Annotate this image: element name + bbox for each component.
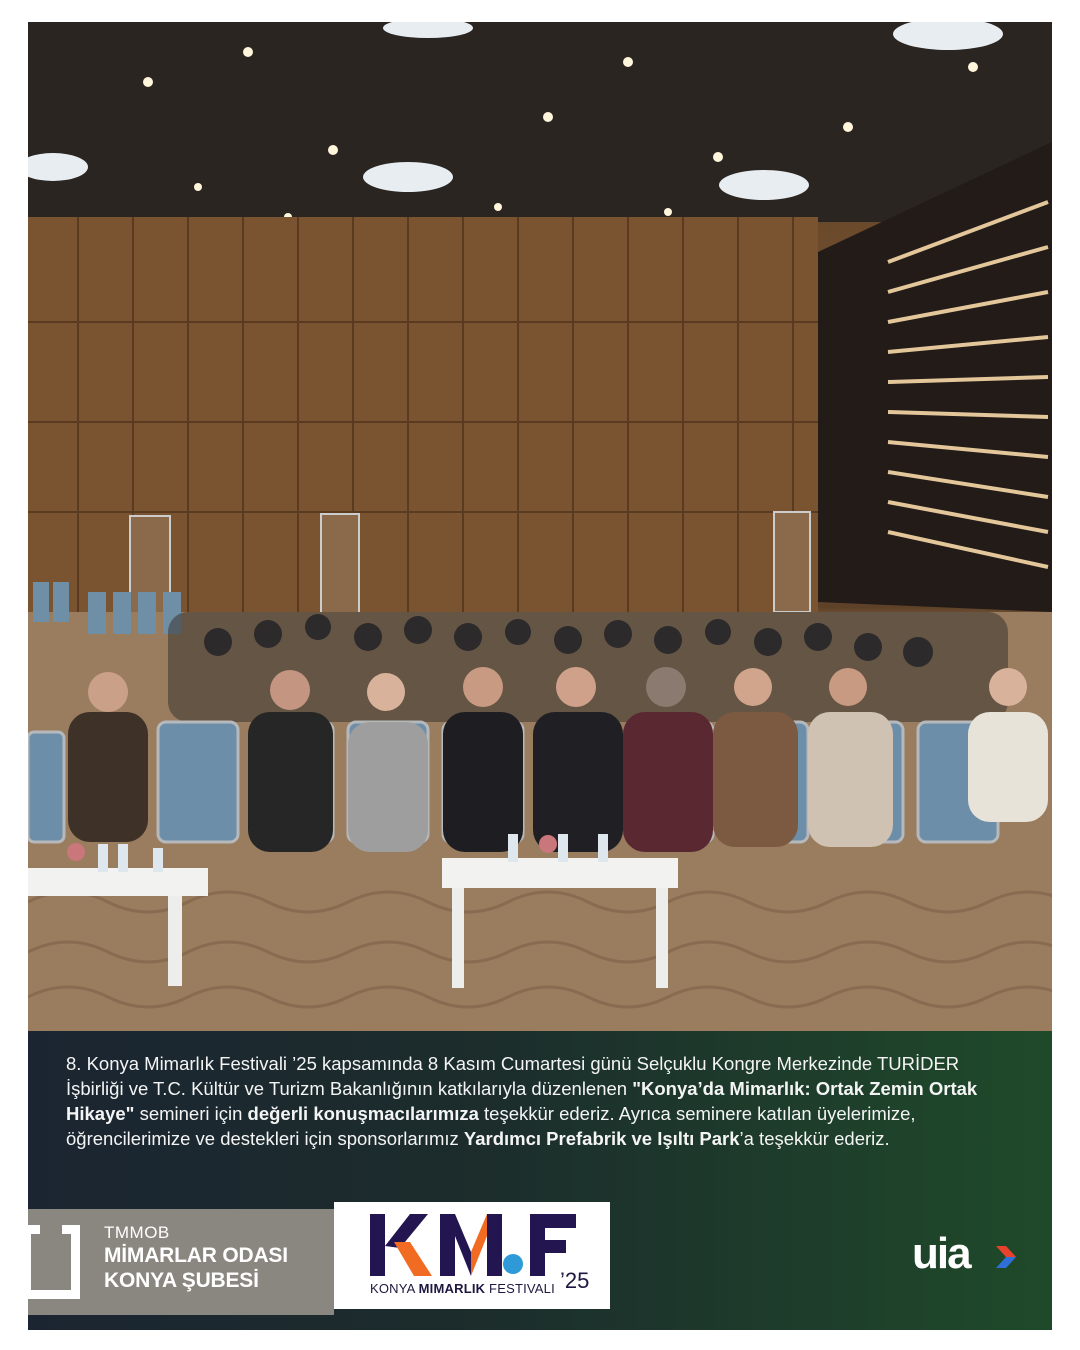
tmmob-bracket-icon: [28, 1225, 80, 1299]
caption-panel: [28, 1031, 1052, 1330]
tmmob-line-1: TMMOB: [104, 1223, 170, 1242]
kmf-sub-bold: MIMARLIK: [418, 1281, 486, 1296]
caption-part-2: semineri için: [134, 1103, 248, 1124]
tmmob-line-2: MİMARLAR ODASI: [104, 1244, 288, 1267]
tmmob-logo-block: [28, 1209, 334, 1315]
kmf-logo-icon: [370, 1212, 576, 1278]
uia-logo-text: uia: [912, 1229, 970, 1278]
caption-part-4: ’a teşekkür ederiz.: [739, 1128, 890, 1149]
event-photo: [28, 22, 1052, 1031]
caption-text: [66, 1051, 1016, 1151]
tmmob-line-3: KONYA ŞUBESİ: [104, 1269, 259, 1292]
sponsors-names: Yardımcı Prefabrik ve Işıltı Park: [463, 1128, 740, 1149]
kmf-sub-2: FESTIVALI: [485, 1281, 555, 1296]
kmf-festival-name: [370, 1281, 555, 1296]
seminar-title: "Konya’da Mimarlık: Ortak Zemin Ortak Hikaye": [66, 1078, 978, 1124]
speakers-thanks: değerli konuşmacılarımıza: [247, 1103, 479, 1124]
audience-photo-illustration: [28, 22, 1052, 1031]
kmf-logo-block: [334, 1202, 610, 1309]
uia-chevron-icon: [994, 1244, 1016, 1270]
kmf-year: ’25: [560, 1268, 590, 1293]
kmf-sub-1: KONYA: [370, 1281, 419, 1296]
caption-part-1: 8. Konya Mimarlık Festivali ’25 kapsamında 8 Kasım Cumartesi günü Selçuklu Kongre Merkezinde TURİDER İşbirliği ve T.C. Kültür ve Turizm Bakanlığının katkılarıyla düzenlenen: [66, 1053, 960, 1099]
post-frame: [28, 22, 1052, 1330]
caption-part-3: teşekkür ederiz. Ayrıca seminere katılan üyelerimize, öğrencilerimize ve destekleri için sponsorlarımız: [66, 1103, 916, 1149]
tmmob-logo-text: [104, 1223, 288, 1293]
